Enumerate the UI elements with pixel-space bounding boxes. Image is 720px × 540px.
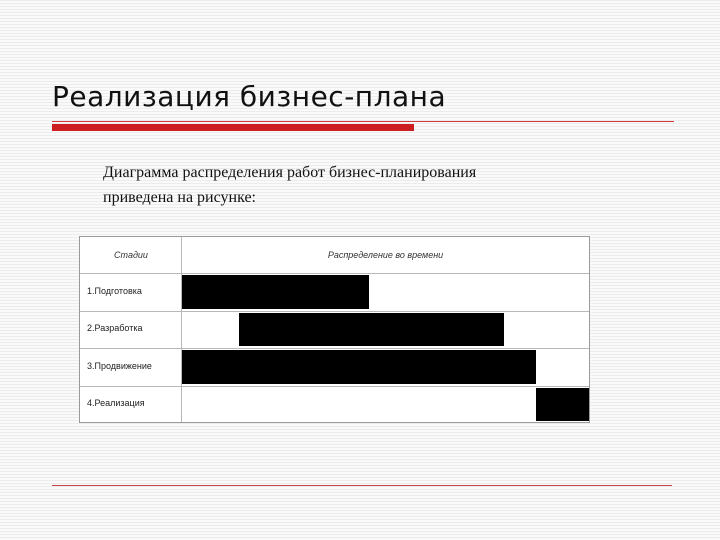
gantt-diagram xyxy=(79,236,590,423)
gantt-header-time: Распределение во времени xyxy=(327,250,444,260)
slide-subtitle xyxy=(103,160,623,210)
gantt-stage-label: 4.Реализация xyxy=(87,398,145,409)
gantt-bar xyxy=(536,388,589,422)
gantt-row-divider xyxy=(80,386,589,387)
gantt-stage-label: 2.Разработка xyxy=(87,323,143,334)
subtitle-line-2: приведена на рисунке: xyxy=(103,189,256,206)
title-accent-bar xyxy=(52,124,414,131)
bottom-divider xyxy=(52,485,672,486)
gantt-bar xyxy=(182,275,369,309)
gantt-header-stage: Стадии xyxy=(114,250,148,260)
gantt-bar xyxy=(239,313,504,347)
gantt-bar xyxy=(182,350,536,384)
gantt-stage-label: 3.Продвижение xyxy=(87,360,152,371)
gantt-row-divider xyxy=(80,311,589,312)
subtitle-line-1: Диаграмма распределения работ бизнес-планирования xyxy=(103,164,477,181)
gantt-row-divider xyxy=(80,348,589,349)
title-underline xyxy=(52,121,674,122)
gantt-divider-vertical xyxy=(181,237,182,422)
gantt-stage-label: 1.Подготовка xyxy=(87,285,142,296)
slide-title: Реализация бизнес-плана xyxy=(52,80,447,113)
gantt-header-divider xyxy=(80,273,589,274)
